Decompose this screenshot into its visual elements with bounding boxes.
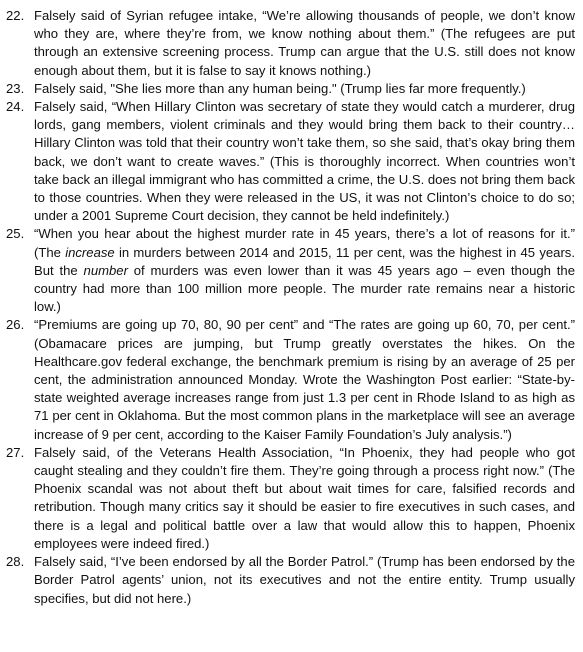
item-text — [34, 80, 575, 98]
text-segment: “When you hear about the highest murder rate in 45 years, there’s a lot of reasons for it.” (The — [34, 226, 575, 260]
emphasized-text: number — [83, 262, 128, 278]
item-text — [34, 225, 575, 316]
text-segment: of murders was even lower than it was 45 years ago – even though the country had more than 100 million more people. The murder rate remains near a historic low.) — [34, 262, 575, 315]
list-item — [6, 444, 575, 553]
item-text — [34, 444, 575, 553]
emphasized-text: increase — [65, 244, 115, 260]
list-item — [6, 553, 575, 608]
text-segment: “Premiums are going up 70, 80, 90 per cent” and “The rates are going up 60, 70, per cent.” (Obamacare prices are jumping, but Trump greatly overstates the hikes. On the Healthcare.gov federal exchange, the benchmark premium is rising by an average of 25 per cent, the administration announced Monday. Wrote the Washington Post earlier: “State-by-state weighted average increases range from just 1.3 per cent in Rhode Island to as high as 71 per cent in Oklahoma. But the most common plans in the marketplace will see an average increase of 9 per cent, according to the Kaiser Family Foundation’s July analysis.”) — [34, 317, 575, 442]
text-segment: in murders between 2014 and 2015, 11 per cent, was the highest in 45 years. But the — [34, 244, 575, 278]
list-item — [6, 316, 575, 443]
item-text — [34, 553, 575, 608]
item-text — [34, 98, 575, 225]
item-number: 27. — [6, 444, 25, 460]
item-number: 23. — [6, 80, 25, 96]
text-segment: Falsely said, “I’ve been endorsed by all the Border Patrol.” (Trump has been endorsed by the Border Patrol agents’ union, not its executives and not the entire entity. Trump usually specifies, but did not here.) — [34, 554, 575, 606]
list-item — [6, 80, 575, 98]
numbered-claims-list — [6, 7, 575, 608]
text-segment: Falsely said, "She lies more than any human being." (Trump lies far more frequently.) — [34, 80, 526, 96]
item-number: 22. — [6, 8, 25, 23]
item-number: 26. — [6, 317, 25, 333]
text-segment: Falsely said, “When Hillary Clinton was secretary of state they would catch a murderer, drug lords, gang members, violent criminals and they would bring them back to their country…Hillary Clinton was told that their country won’t take them, so she said, that’s okay bring them back, we don’t want to create waves.” (This is thoroughly incorrect. When countries won’t take back an illegal immigrant who has committed a crime, the U.S. does not bring them back to those countries. When they were released in the US, it was not Clinton’s choice to do so; under a 2001 Supreme Court decision, they cannot be held indefinitely.) — [34, 99, 575, 224]
item-number: 24. — [6, 99, 25, 115]
text-segment: Falsely said of Syrian refugee intake, “We’re allowing thousands of people, we don’t know who they are, where they’re from, we know nothing about them.” (The refugees are put through an extensive screening process. Trump can argue that the U.S. still does not know enough about them, but it is false to say it knows nothing.) — [34, 8, 575, 78]
list-item — [6, 7, 575, 80]
item-number: 25. — [6, 226, 25, 242]
list-item — [6, 225, 575, 316]
item-text — [34, 7, 575, 80]
item-number: 28. — [6, 554, 25, 570]
text-segment: Falsely said, of the Veterans Health Association, “In Phoenix, they had people who got caught stealing and they couldn’t fire them. They’re going through a process right now.” (The Phoenix scandal was not about theft but about wait times for care, falsified records and retribution. Though many critics say it should be easier to fire executives in such cases, and there is a legal and political battle over a law that would allow this to happen, Phoenix employees were indeed fired.) — [34, 444, 575, 551]
item-text — [34, 316, 575, 443]
list-item — [6, 98, 575, 225]
